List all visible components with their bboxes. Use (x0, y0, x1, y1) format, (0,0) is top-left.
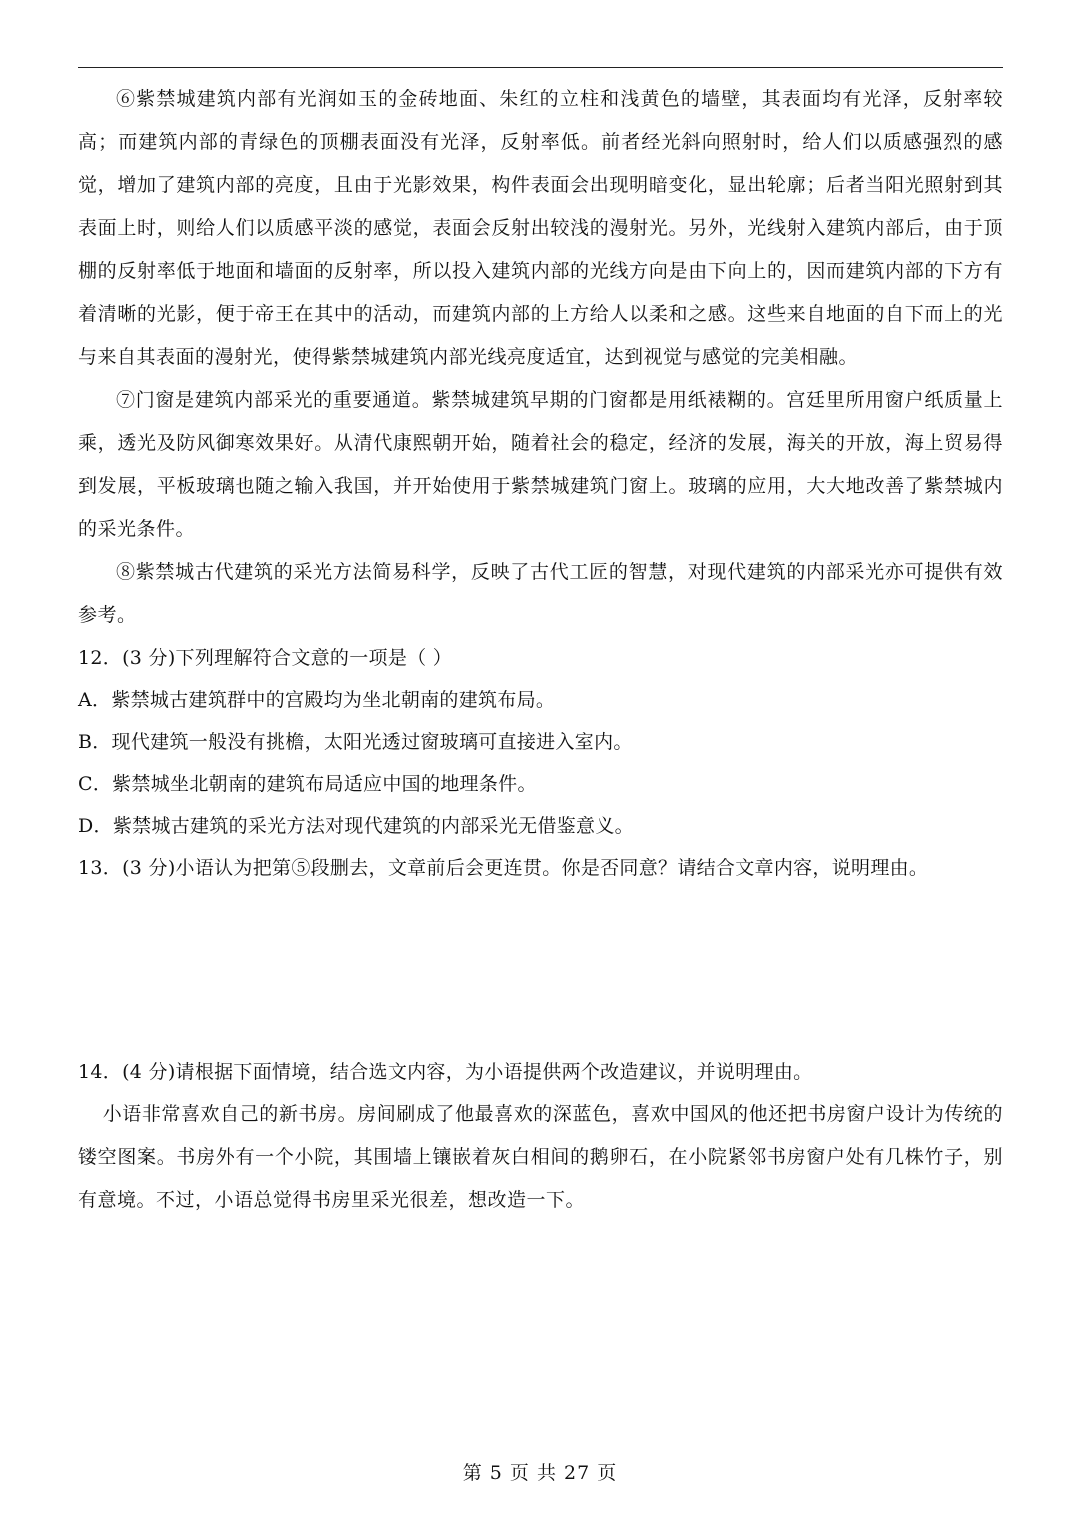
header-rule (78, 67, 1003, 68)
question-12-option-d: D．紫禁城古建筑的采光方法对现代建筑的内部采光无借鉴意义。 (78, 815, 634, 837)
question-14-stem: 14．(4 分)请根据下面情境，结合选文内容，为小语提供两个改造建议，并说明理由。 (78, 1061, 813, 1083)
page-content (78, 78, 1003, 1222)
answer-space-13 (78, 889, 1003, 1051)
page-number: 第 5 页 共 27 页 (462, 1462, 618, 1484)
question-14-scenario: 小语非常喜欢自己的新书房。房间刷成了他最喜欢的深蓝色，喜欢中国风的他还把书房窗户设计为传统的镂空图案。书房外有一个小院，其围墙上镶嵌着灰白相间的鹅卵石，在小院紧邻书房窗户处有几株竹子，别有意境。不过，小语总觉得书房里采光很差，想改造一下。 (78, 1103, 1003, 1211)
paragraph-8: ⑧紫禁城古代建筑的采光方法简易科学，反映了古代工匠的智慧，对现代建筑的内部采光亦可提供有效参考。 (78, 561, 1003, 626)
paragraph-6: ⑥紫禁城建筑内部有光润如玉的金砖地面、朱红的立柱和浅黄色的墙壁，其表面均有光泽，反射率较高；而建筑内部的青绿色的顶棚表面没有光泽，反射率低。前者经光斜向照射时，给人们以质感强烈的感觉，增加了建筑内部的亮度，且由于光影效果，构件表面会出现明暗变化，显出轮廓；后者当阳光照射到其表面上时，则给人们以质感平淡的感觉，表面会反射出较浅的漫射光。另外，光线射入建筑内部后，由于顶棚的反射率低于地面和墙面的反射率，所以投入建筑内部的光线方向是由下向上的，因而建筑内部的下方有着清晰的光影，便于帝王在其中的活动，而建筑内部的上方给人以柔和之感。这些来自地面的自下而上的光与来自其表面的漫射光，使得紫禁城建筑内部光线亮度适宜，达到视觉与感觉的完美相融。 (78, 88, 1003, 368)
question-12-option-b: B．现代建筑一般没有挑檐，太阳光透过窗玻璃可直接进入室内。 (78, 731, 633, 753)
question-13-stem: 13．(3 分)小语认为把第⑤段删去，文章前后会更连贯。你是否同意？请结合文章内容，说明理由。 (78, 857, 929, 879)
paragraph-7: ⑦门窗是建筑内部采光的重要通道。紫禁城建筑早期的门窗都是用纸裱糊的。宫廷里所用窗户纸质量上乘，透光及防风御寒效果好。从清代康熙朝开始，随着社会的稳定，经济的发展，海关的开放，海上贸易得到发展，平板玻璃也随之输入我国，并开始使用于紫禁城建筑门窗上。玻璃的应用，大大地改善了紫禁城内的采光条件。 (78, 389, 1003, 540)
question-12-option-a: A．紫禁城古建筑群中的宫殿均为坐北朝南的建筑布局。 (78, 689, 556, 711)
question-12-stem: 12．(3 分)下列理解符合文意的一项是（ ） (78, 647, 453, 669)
question-12-option-c: C．紫禁城坐北朝南的建筑布局适应中国的地理条件。 (78, 773, 537, 795)
